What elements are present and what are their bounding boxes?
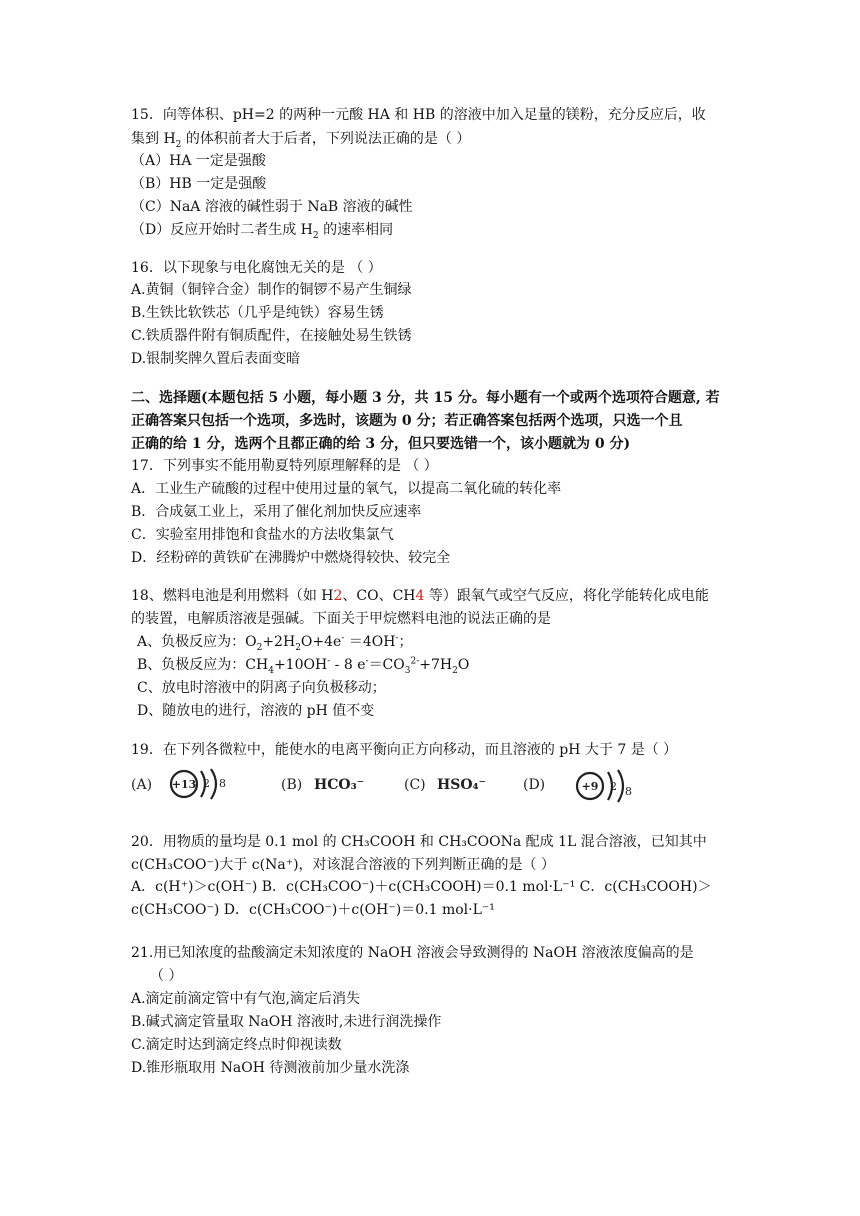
q18-option-b: B、负极反应为：$CH_4+10OH^- - 8$ $e^-=CO_3^{2-}+7H_2O$ [137,656,470,676]
q17-option-d: D．经粉碎的黄铁矿在沸腾炉中燃烧得较快、较完全 [131,550,451,566]
q20-options-line1: A．c(H⁺)＞c(OH⁻) B．c(CH₃COO⁻)＋c(CH₃COOH)＝0.1 mol·L⁻¹ C．c(CH₃COOH)＞ [131,879,712,895]
q19-label-b: (B) [281,777,303,793]
section2-heading-line1: 二、选择题(本题包括 5 小题，每小题 3 分，共 15 分。每小题有一个或两个选项符合题意, 若 [131,390,720,406]
q19-nucleus-d: +9 [581,780,599,793]
q16-option-d: D.银制奖牌久置后表面变暗 [131,351,301,367]
q19-formula-c: HSO₄⁻ [437,777,487,793]
q15-option-a: （A）HA 一定是强酸 [131,153,266,169]
q18-option-d: D、随放电的进行，溶液的 pH 值不变 [137,703,375,719]
q19-label-a: (A) [131,777,153,793]
q16-option-c: C.铁质器件附有铜质配件，在接触处易生铁锈 [131,328,412,344]
q18-stem-line1: 18、燃料电池是利用燃料（如 H2、CO、CH4 等）跟氧气或空气反应，将化学能转化成电能 [131,588,709,604]
q19-formula-b: HCO₃⁻ [314,777,365,793]
section2-heading-line3: 正确的给 1 分，选两个且都正确的给 3 分，但只要选错一个，该小题就为 0 分) [131,436,631,452]
q21-option-a: A.滴定前滴定管中有气泡,滴定后消失 [131,991,361,1007]
q21-stem-line1: 21.用已知浓度的盐酸滴定未知浓度的 NaOH 溶液会导致测得的 NaOH 溶液浓度偏高的是 [131,945,694,961]
q19-label-c: (C) [404,777,426,793]
q19-label-d: (D) [523,777,546,793]
section2-heading-line2: 正确答案只包括一个选项，多选时，该题为 0 分；若正确答案包括两个选项，只选一个且 [131,413,683,429]
q17-stem: 17．下列事实不能用勒夏特列原理解释的是 （ ） [131,458,438,474]
q21-option-b: B.碱式滴定管量取 NaOH 溶液时,未进行润洗操作 [131,1014,442,1030]
red-subscript-h2: 2 [333,588,343,604]
q19-shell-d1: 2 [610,780,617,793]
q19-options-diagram [131,765,731,805]
q20-options-line2: c(CH₃COO⁻) D．c(CH₃COO⁻)＋c(OH⁻)＝0.1 mol·L⁻¹ [131,902,495,918]
red-subscript-ch4: 4 [415,588,425,604]
q16-option-a: A.黄铜（铜锌合金）制作的铜锣不易产生铜绿 [131,282,412,298]
q16-stem: 16．以下现象与电化腐蚀无关的是 （ ） [131,260,382,276]
q21-option-c: C.滴定时达到滴定终点时仰视读数 [131,1037,342,1053]
q20-stem-line1: 20．用物质的量均是 0.1 mol 的 CH₃COOH 和 CH₃COONa 配成 1L 混合溶液，已知其中 [131,834,707,850]
q21-stem-line2: （ ） [150,968,183,984]
q21-option-d: D.锥形瓶取用 NaOH 待测液前加少量水洗涤 [131,1060,410,1076]
q15-option-c: （C）NaA 溶液的碱性弱于 NaB 溶液的碱性 [131,199,413,215]
q19-stem: 19．在下列各微粒中，能使水的电离平衡向正方向移动，而且溶液的 pH 大于 7 是（ ） [131,742,678,758]
q16-option-b: B.生铁比软铁芯（几乎是纯铁）容易生锈 [131,305,384,321]
q19-shell-d2: 8 [625,785,632,798]
q17-option-c: C．实验室用排饱和食盐水的方法收集氯气 [131,527,394,543]
q15-stem-line2: 集到 $H_2$ 的体积前者大于后者，下列说法正确的是（ ） [131,131,471,150]
q19-shell-a1: 2 [203,777,210,790]
q19-nucleus-a: +13 [171,778,197,791]
q15-stem-line1: 15．向等体积、pH=2 的两种一元酸 HA 和 HB 的溶液中加入足量的镁粉，充分反应后，收 [131,107,706,123]
q17-option-b: B．合成氨工业上，采用了催化剂加快反应速率 [131,504,422,520]
q20-stem-line2: c(CH₃COO⁻)大于 c(Na⁺)，对该混合溶液的下列判断正确的是（ ） [131,857,556,873]
q17-option-a: A．工业生产硫酸的过程中使用过量的氧气，以提高二氧化硫的转化率 [131,481,562,497]
q19-shell-a2: 8 [219,777,226,790]
q15-option-d: （D）反应开始时二者生成 $H_2$ 的速率相同 [131,222,394,241]
q18-option-a: A、负极反应为：$O_2+2H_2O+4e^- =4OH^-$； [137,633,413,653]
q18-option-c: C、放电时溶液中的阴离子向负极移动； [137,680,386,696]
q15-option-b: （B）HB 一定是强酸 [131,176,267,192]
shell-arc-icon [618,770,623,802]
shell-arc-icon [211,769,216,799]
q18-stem-line2: 的装置，电解质溶液是强碱。下面关于甲烷燃料电池的说法正确的是 [131,611,551,627]
